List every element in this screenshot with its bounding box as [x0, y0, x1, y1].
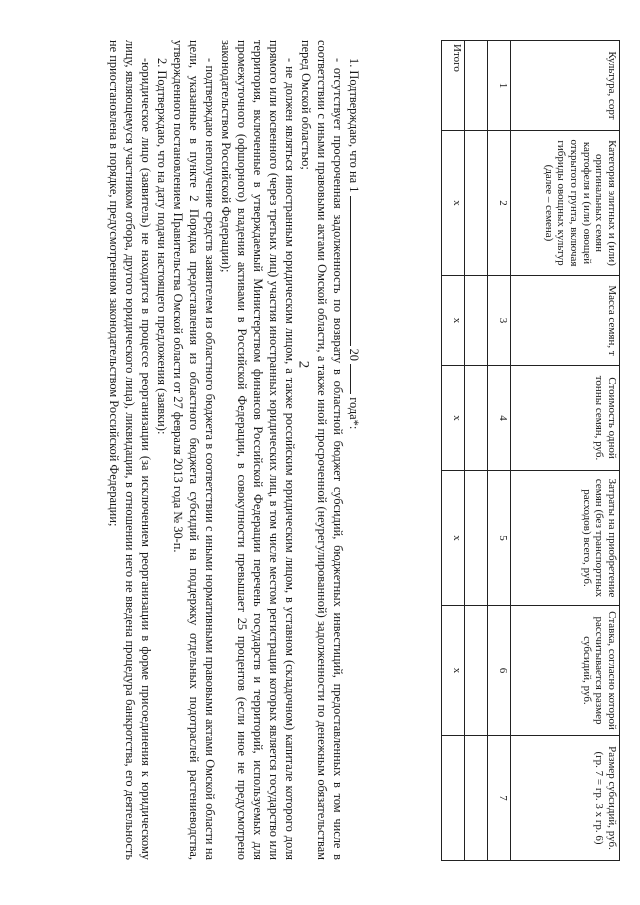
table-cell [465, 366, 488, 471]
total-cell: х [442, 606, 465, 736]
paragraph-no-funds: - подтверждаю неполучение средств заявителем из областного бюджета в соответствии с иными нормативными правовыми актами Омской области на цели, указанные в пункте 2 Порядка предоставления из областного бюджета субсидий на поддержку отдельных подотраслей растениеводства, утвержденного постановлением Правительства Омской области от 27 февраля 2013 года № 30-п. [171, 40, 217, 860]
header-cell: Размер субсидий, руб. (гр. 7 = гр. 3 х гр. 6) [511, 736, 620, 861]
header-cell: Масса семян, т [511, 276, 620, 366]
number-cell: 4 [488, 366, 511, 471]
total-cell: х [442, 276, 465, 366]
table-cell [465, 41, 488, 131]
table-cell [465, 276, 488, 366]
subsidy-table [441, 40, 620, 861]
confirmation-prefix: 1. Подтверждаю, что на 1 [347, 58, 361, 193]
number-cell: 1 [488, 41, 511, 131]
table-cell [465, 606, 488, 736]
page-number: 2 [295, 360, 312, 369]
table-number-row [488, 41, 511, 861]
confirmation-date-line [346, 40, 362, 860]
paragraph-no-reorganization: -юридическое лицо (заявитель) не находится в процессе реорганизации (за исключением реорганизации в форме присоединения к юридическому лицу, являющемуся участником отбора, другого юридического лица), ликвидации, в отношении него не введена процедура банкротства, его деятельность не приостановлена в порядке, предусмотренном законодательством Российской Федерации; [107, 40, 153, 860]
header-cell: Затраты на приобретение семян (без транспортных расходов) всего, руб. [511, 471, 620, 606]
number-cell: 7 [488, 736, 511, 861]
number-cell: 5 [488, 471, 511, 606]
number-cell: 3 [488, 276, 511, 366]
confirmation-suffix: года*: [347, 397, 361, 430]
header-cell: Стоимость одной тонны семян, руб. [511, 366, 620, 471]
number-cell: 6 [488, 606, 511, 736]
table-empty-row [465, 41, 488, 861]
year-blank [350, 364, 351, 394]
total-cell [442, 736, 465, 861]
total-label-cell: Итого [442, 41, 465, 131]
paragraph-no-debt: - отсутствует просроченная задолженность по возврату в областной бюджет субсидий, бюджетных инвестиций, предоставленных в том числе в соответствии с иными правовыми актами Омской области, а также иной просроченной (неурегулированной) задолженности по денежным обязательствам перед Омской областью; [299, 40, 345, 860]
date-blank [350, 196, 351, 346]
total-cell: х [442, 366, 465, 471]
table-header-row [511, 41, 620, 861]
year-prefix: 20 [347, 348, 361, 361]
number-cell: 2 [488, 131, 511, 276]
header-cell: Категория элитных и (или) оригинальных семян картофеля и (или) овощей открытого грунта, включая гибриды овощных культур (далее – семена) [511, 131, 620, 276]
paragraph-not-foreign: - не должен являться иностранным юридическим лицом, а также российским юридическим лицом, в уставном (складочном) капитале которого доля прямого или косвенного (через третьих лиц) участия иностранных юридических лиц, в том числе местом регистрации которых является государство или территория, включенные в утверждаемый Министерством финансов Российской Федерации перечень государств и территорий, используемых для промежуточного (офшорного) владения активами в Российской Федерации, в совокупности превышает 25 процентов (если иное не предусмотрено законодательством Российской Федерации); [219, 40, 297, 860]
paragraph-confirmation-2: 2. Подтверждаю, что на дату подачи настоящего предложения (заявки): [155, 58, 169, 435]
table-cell [465, 131, 488, 276]
table-cell [465, 736, 488, 861]
table-total-row [442, 41, 465, 861]
total-cell: х [442, 471, 465, 606]
header-cell: Ставка, согласно которой рассчитывается размер субсидий, руб. [511, 606, 620, 736]
total-cell: х [442, 131, 465, 276]
header-cell: Культура, сорт [511, 41, 620, 131]
declaration-text [106, 40, 362, 860]
table-cell [465, 471, 488, 606]
